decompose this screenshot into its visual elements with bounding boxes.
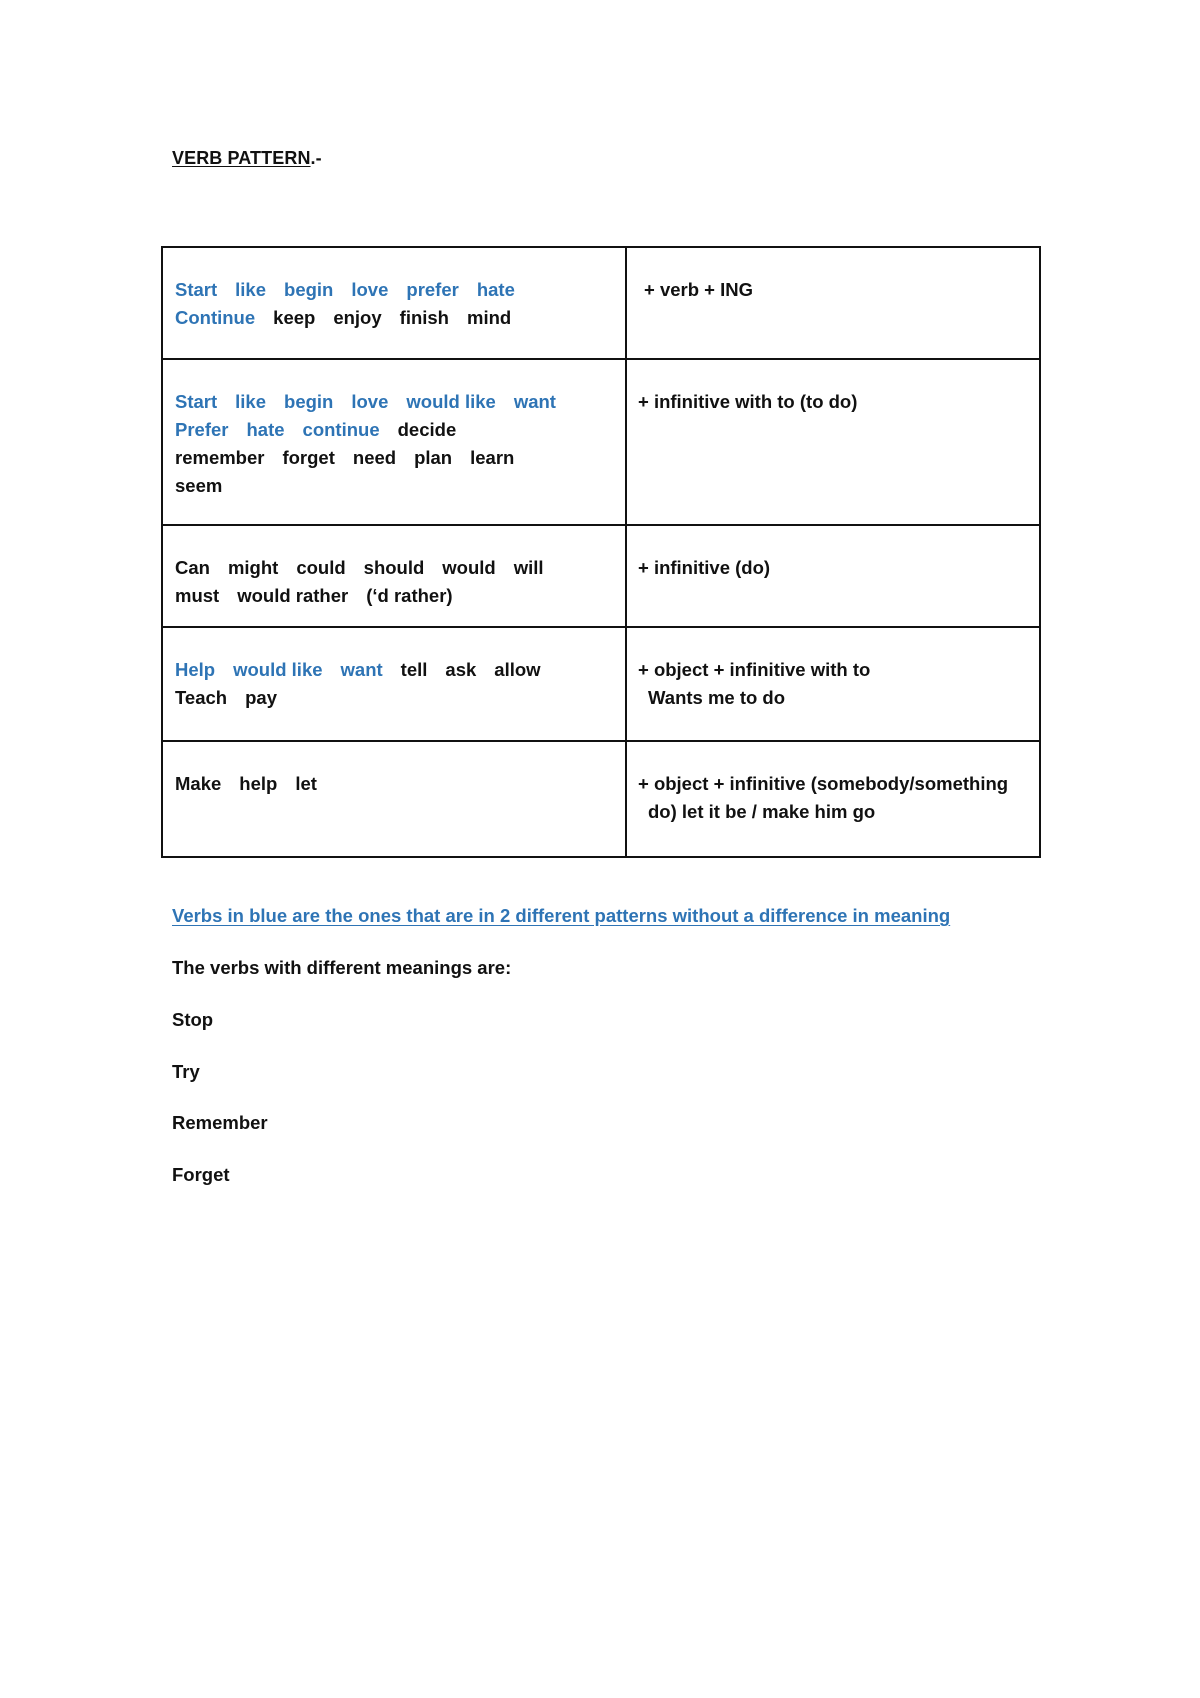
verb: Can bbox=[175, 557, 210, 578]
verb: seem bbox=[175, 475, 223, 496]
verbs-cell bbox=[162, 525, 626, 627]
verb-blue: begin bbox=[284, 279, 334, 300]
verb-line bbox=[175, 472, 613, 500]
verb-line bbox=[175, 388, 613, 416]
table-row bbox=[162, 741, 1040, 857]
pattern-cell bbox=[626, 741, 1040, 857]
verb-line bbox=[175, 684, 613, 712]
verb-blue: hate bbox=[246, 419, 285, 440]
verb-blue: begin bbox=[284, 391, 334, 412]
different-meanings-intro: The verbs with different meanings are: bbox=[172, 957, 512, 978]
pattern-text: + object + infinitive with to bbox=[638, 659, 871, 680]
verbs-cell bbox=[162, 247, 626, 359]
verb-line bbox=[175, 656, 613, 684]
verb-blue: want bbox=[513, 391, 556, 412]
verb-blue: Start bbox=[175, 391, 218, 412]
verb: might bbox=[227, 557, 279, 578]
verb-blue: Prefer bbox=[175, 419, 229, 440]
verb: enjoy bbox=[333, 307, 382, 328]
verb-pattern-table-body bbox=[162, 247, 1040, 857]
verb-blue: love bbox=[351, 279, 389, 300]
verb-line bbox=[175, 554, 613, 582]
list-item: Stop bbox=[172, 1009, 214, 1030]
verb-pattern-table bbox=[161, 246, 1041, 858]
table-row bbox=[162, 627, 1040, 741]
verb-blue: hate bbox=[476, 279, 515, 300]
verb-line bbox=[175, 582, 613, 610]
page-title-text: VERB PATTERN bbox=[172, 148, 311, 168]
table-row bbox=[162, 359, 1040, 525]
verb: Make bbox=[175, 773, 222, 794]
pattern-text: + object + infinitive (somebody/something bbox=[638, 773, 1009, 794]
verb-blue: Help bbox=[175, 659, 216, 680]
verb: mind bbox=[467, 307, 512, 328]
verb-blue: Start bbox=[175, 279, 218, 300]
verb-blue: would like bbox=[233, 659, 323, 680]
verbs-cell bbox=[162, 627, 626, 741]
verb: allow bbox=[494, 659, 541, 680]
verb: learn bbox=[470, 447, 515, 468]
verb-blue: want bbox=[340, 659, 383, 680]
verb-line bbox=[175, 304, 613, 332]
pattern-text: + verb + ING bbox=[644, 279, 753, 300]
verb: (‘d rather) bbox=[366, 585, 453, 606]
verb: pay bbox=[245, 687, 277, 708]
verb-line bbox=[175, 770, 613, 798]
blue-verbs-note: Verbs in blue are the ones that are in 2 different patterns without a difference in meaning bbox=[172, 905, 951, 926]
verb: would rather bbox=[237, 585, 349, 606]
verb: remember bbox=[175, 447, 265, 468]
verbs-cell bbox=[162, 741, 626, 857]
verb: plan bbox=[414, 447, 453, 468]
pattern-cell bbox=[626, 247, 1040, 359]
pattern-cell bbox=[626, 525, 1040, 627]
list-item: Remember bbox=[172, 1112, 268, 1133]
different-meaning-verb-list bbox=[172, 1009, 268, 1215]
verb: will bbox=[513, 557, 544, 578]
verb-blue: Continue bbox=[175, 307, 256, 328]
verb-blue: like bbox=[235, 391, 267, 412]
verb-line bbox=[175, 444, 613, 472]
table-row bbox=[162, 247, 1040, 359]
verb-blue: would like bbox=[406, 391, 496, 412]
verb: Teach bbox=[175, 687, 228, 708]
verb: keep bbox=[273, 307, 316, 328]
verb: must bbox=[175, 585, 220, 606]
verb: forget bbox=[282, 447, 335, 468]
list-item: Forget bbox=[172, 1163, 230, 1185]
pattern-text: do) let it be / make him go bbox=[648, 801, 876, 822]
verb-blue: continue bbox=[302, 419, 380, 440]
list-item: Try bbox=[172, 1060, 200, 1082]
verb: could bbox=[296, 557, 346, 578]
pattern-text: + infinitive with to (to do) bbox=[638, 391, 858, 412]
verb: need bbox=[352, 447, 397, 468]
verb: let bbox=[295, 773, 317, 794]
verbs-cell bbox=[162, 359, 626, 525]
verb: help bbox=[239, 773, 278, 794]
verb: ask bbox=[445, 659, 477, 680]
pattern-cell bbox=[626, 627, 1040, 741]
verb: tell bbox=[400, 659, 428, 680]
verb-blue: prefer bbox=[406, 279, 459, 300]
verb: should bbox=[363, 557, 425, 578]
verb: decide bbox=[397, 419, 457, 440]
verb-line bbox=[175, 416, 613, 444]
verb: finish bbox=[399, 307, 449, 328]
verb-blue: love bbox=[351, 391, 389, 412]
pattern-text: Wants me to do bbox=[648, 687, 786, 708]
page-title bbox=[172, 148, 322, 169]
verb-blue: like bbox=[235, 279, 267, 300]
verb-line bbox=[175, 276, 613, 304]
verb: would bbox=[442, 557, 496, 578]
pattern-text: + infinitive (do) bbox=[638, 557, 771, 578]
pattern-cell bbox=[626, 359, 1040, 525]
page-title-suffix: .- bbox=[310, 148, 322, 168]
table-row bbox=[162, 525, 1040, 627]
